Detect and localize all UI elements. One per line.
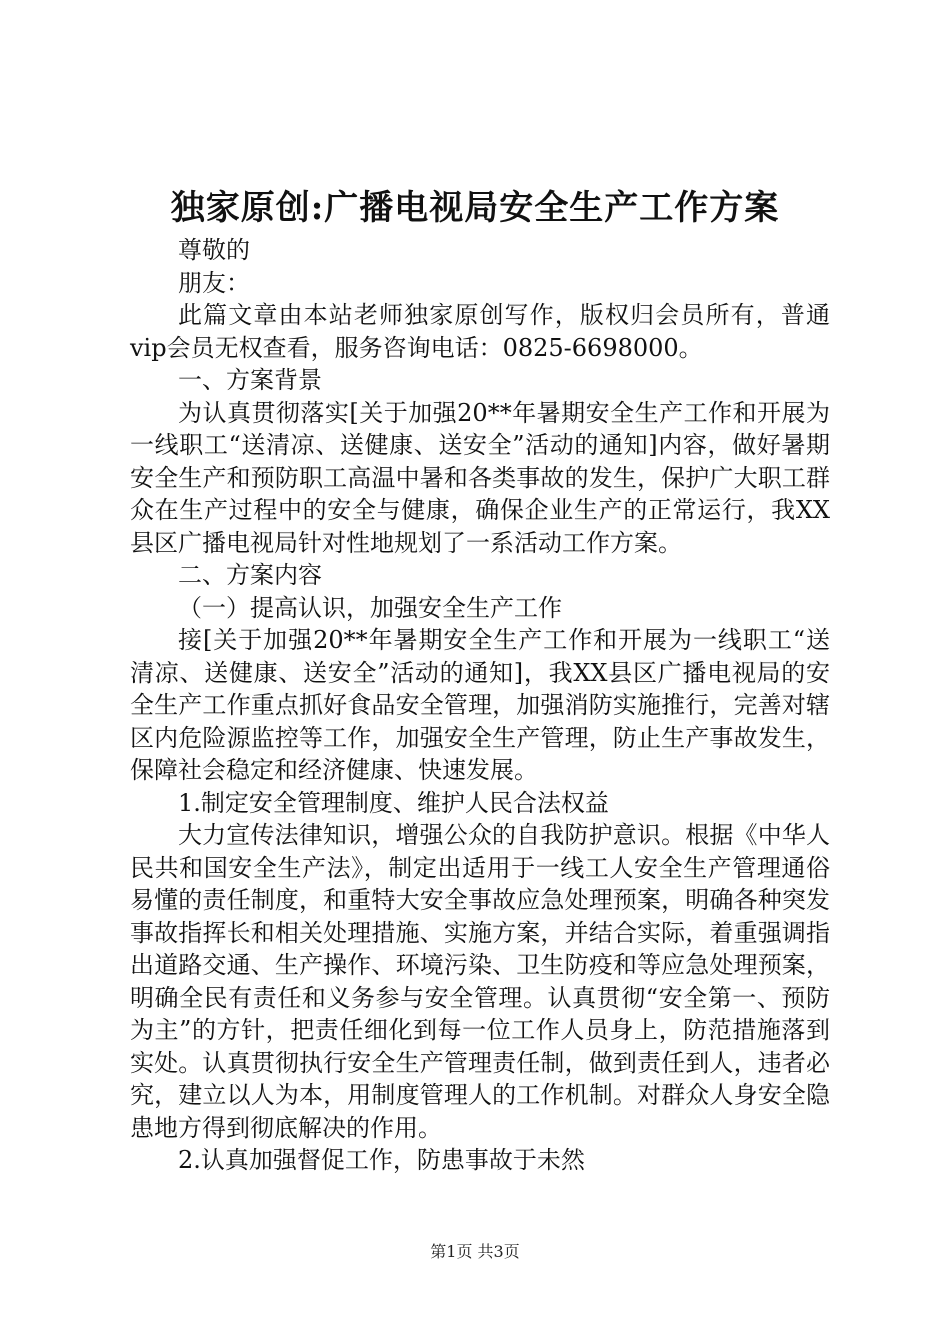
- paragraph-background: 为认真贯彻落实[关于加强20**年暑期安全生产工作和开展为一线职工“送清凉、送健康、送安全”活动的通知]内容，做好暑期安全生产和预防职工高温中暑和各类事故的发生，保护广大职工群众在生产过程中的安全与健康，确保企业生产的正常运行，我XX县区广播电视局针对性地规划了一系活动工作方案。: [130, 398, 830, 557]
- document-body: [130, 234, 830, 1177]
- paragraph-copyright-notice: 此篇文章由本站老师独家原创写作，版权归会员所有，普通vip会员无权查看，服务咨询电话：0825-6698000。: [130, 301, 830, 362]
- section-heading-content: 二、方案内容: [178, 561, 322, 589]
- page-number-footer: 第1页 共3页: [430, 1242, 520, 1261]
- subsection-heading-awareness: （一）提高认识，加强安全生产工作: [178, 593, 562, 622]
- greeting-line-2: 朋友：: [178, 268, 250, 297]
- greeting-line-1: 尊敬的: [178, 236, 250, 264]
- section-heading-background: 一、方案背景: [178, 366, 322, 394]
- paragraph-item-1: 大力宣传法律知识，增强公众的自我防护意识。根据《中华人民共和国安全生产法》，制定出适用于一线工人安全生产管理通俗易懂的责任制度，和重特大安全事故应急处理预案，明确各种突发事故指挥长和相关处理措施、实施方案，并结合实际，着重强调指出道路交通、生产操作、环境污染、卫生防疫和等应急处理预案，明确全民有责任和义务参与安全管理。认真贯彻“安全第一、预防为主”的方针，把责任细化到每一位工作人员身上，防范措施落到实处。认真贯彻执行安全生产管理责任制，做到责任到人，违者必究，建立以人为本，用制度管理人的工作机制。对群众人身安全隐患地方得到彻底解决的作用。: [130, 821, 830, 1142]
- document-title: 独家原创:广播电视局安全生产工作方案: [170, 188, 780, 228]
- item-heading-1: 1.制定安全管理制度、维护人民合法权益: [178, 788, 609, 817]
- item-heading-2: 2.认真加强督促工作，防患事故于未然: [178, 1146, 585, 1174]
- paragraph-awareness: 接[关于加强20**年暑期安全生产工作和开展为一线职工“送清凉、送健康、送安全”活动的通知]，我XX县区广播电视局的安全生产工作重点抓好食品安全管理，加强消防实施推行，完善对辖区内危险源监控等工作，加强安全生产管理，防止生产事故发生，保障社会稳定和经济健康、快速发展。: [130, 626, 830, 784]
